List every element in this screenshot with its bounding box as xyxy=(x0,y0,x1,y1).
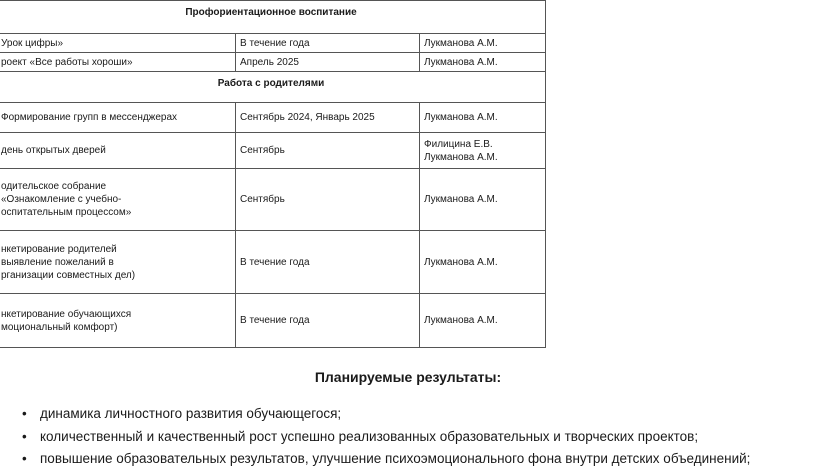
results-title: Планируемые результаты: xyxy=(314,369,502,385)
responsible-cell: Лукманова А.М. xyxy=(420,34,546,53)
event-cell xyxy=(0,169,236,231)
date-cell: В течение года xyxy=(236,294,420,348)
section-title: Работа с родителями xyxy=(0,72,546,103)
section-title: Профориентационное воспитание xyxy=(0,1,546,34)
section-header-row xyxy=(0,72,546,103)
date-cell: Сентябрь xyxy=(236,169,420,231)
section-header-row xyxy=(0,1,546,34)
plan-table xyxy=(0,0,546,348)
event-cell: день открытых дверей xyxy=(0,133,236,169)
responsible-cell-text: Филицина Е.В. Лукманова А.М. xyxy=(424,138,498,163)
date-cell: В течение года xyxy=(236,231,420,294)
responsible-cell: Лукманова А.М. xyxy=(420,103,546,133)
date-cell: Сентябрь 2024, Январь 2025 xyxy=(236,103,420,133)
event-cell-text: одительское собрание «Ознакомление с учебно- оспитательным процессом» xyxy=(1,181,132,218)
table-row xyxy=(0,53,546,72)
responsible-cell: Лукманова А.М. xyxy=(420,231,546,294)
results-list xyxy=(22,403,812,471)
responsible-cell: Лукманова А.М. xyxy=(420,294,546,348)
event-cell xyxy=(0,231,236,294)
table-row xyxy=(0,103,546,133)
list-item: • повышение образовательных результатов, улучшение психоэмоционального фона внутри детских объединений; xyxy=(22,448,812,471)
table-row xyxy=(0,294,546,348)
event-cell: Урок цифры» xyxy=(0,34,236,53)
event-cell-text: нкетирование родителей выявление пожеланий в рганизации совместных дел) xyxy=(1,243,136,281)
list-item: • динамика личностного развития обучающегося; xyxy=(22,403,812,426)
responsible-cell xyxy=(420,133,546,169)
table-row xyxy=(0,231,546,294)
table-row xyxy=(0,169,546,231)
date-cell: Апрель 2025 xyxy=(236,53,420,72)
event-cell-text: нкетирование обучающихся моциональный комфорт) xyxy=(1,308,132,333)
list-item: • количественный и качественный рост успешно реализованных образовательных и творческих проектов; xyxy=(22,426,812,449)
date-cell: Сентябрь xyxy=(236,133,420,169)
event-cell xyxy=(0,294,236,348)
table-row xyxy=(0,34,546,53)
responsible-cell: Лукманова А.М. xyxy=(420,53,546,72)
date-cell: В течение года xyxy=(236,34,420,53)
event-cell: Формирование групп в мессенджерах xyxy=(0,103,236,133)
event-cell: роект «Все работы хороши» xyxy=(0,53,236,72)
table-row xyxy=(0,133,546,169)
responsible-cell: Лукманова А.М. xyxy=(420,169,546,231)
